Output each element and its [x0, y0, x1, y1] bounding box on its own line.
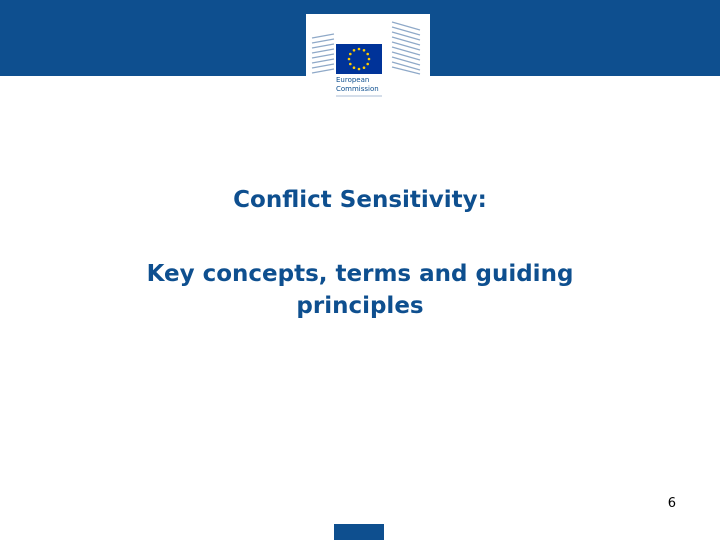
slide-title: Conflict Sensitivity:	[233, 187, 487, 213]
page-number: 6	[667, 496, 676, 511]
footer-tab	[334, 524, 384, 540]
logo-line-1: European	[336, 76, 370, 84]
logo-line-2: Commission	[336, 84, 379, 93]
slide-title-block	[0, 180, 720, 322]
logo-wordmark	[336, 76, 396, 93]
slide-subtitle: Key concepts, terms and guiding principles	[146, 261, 574, 319]
